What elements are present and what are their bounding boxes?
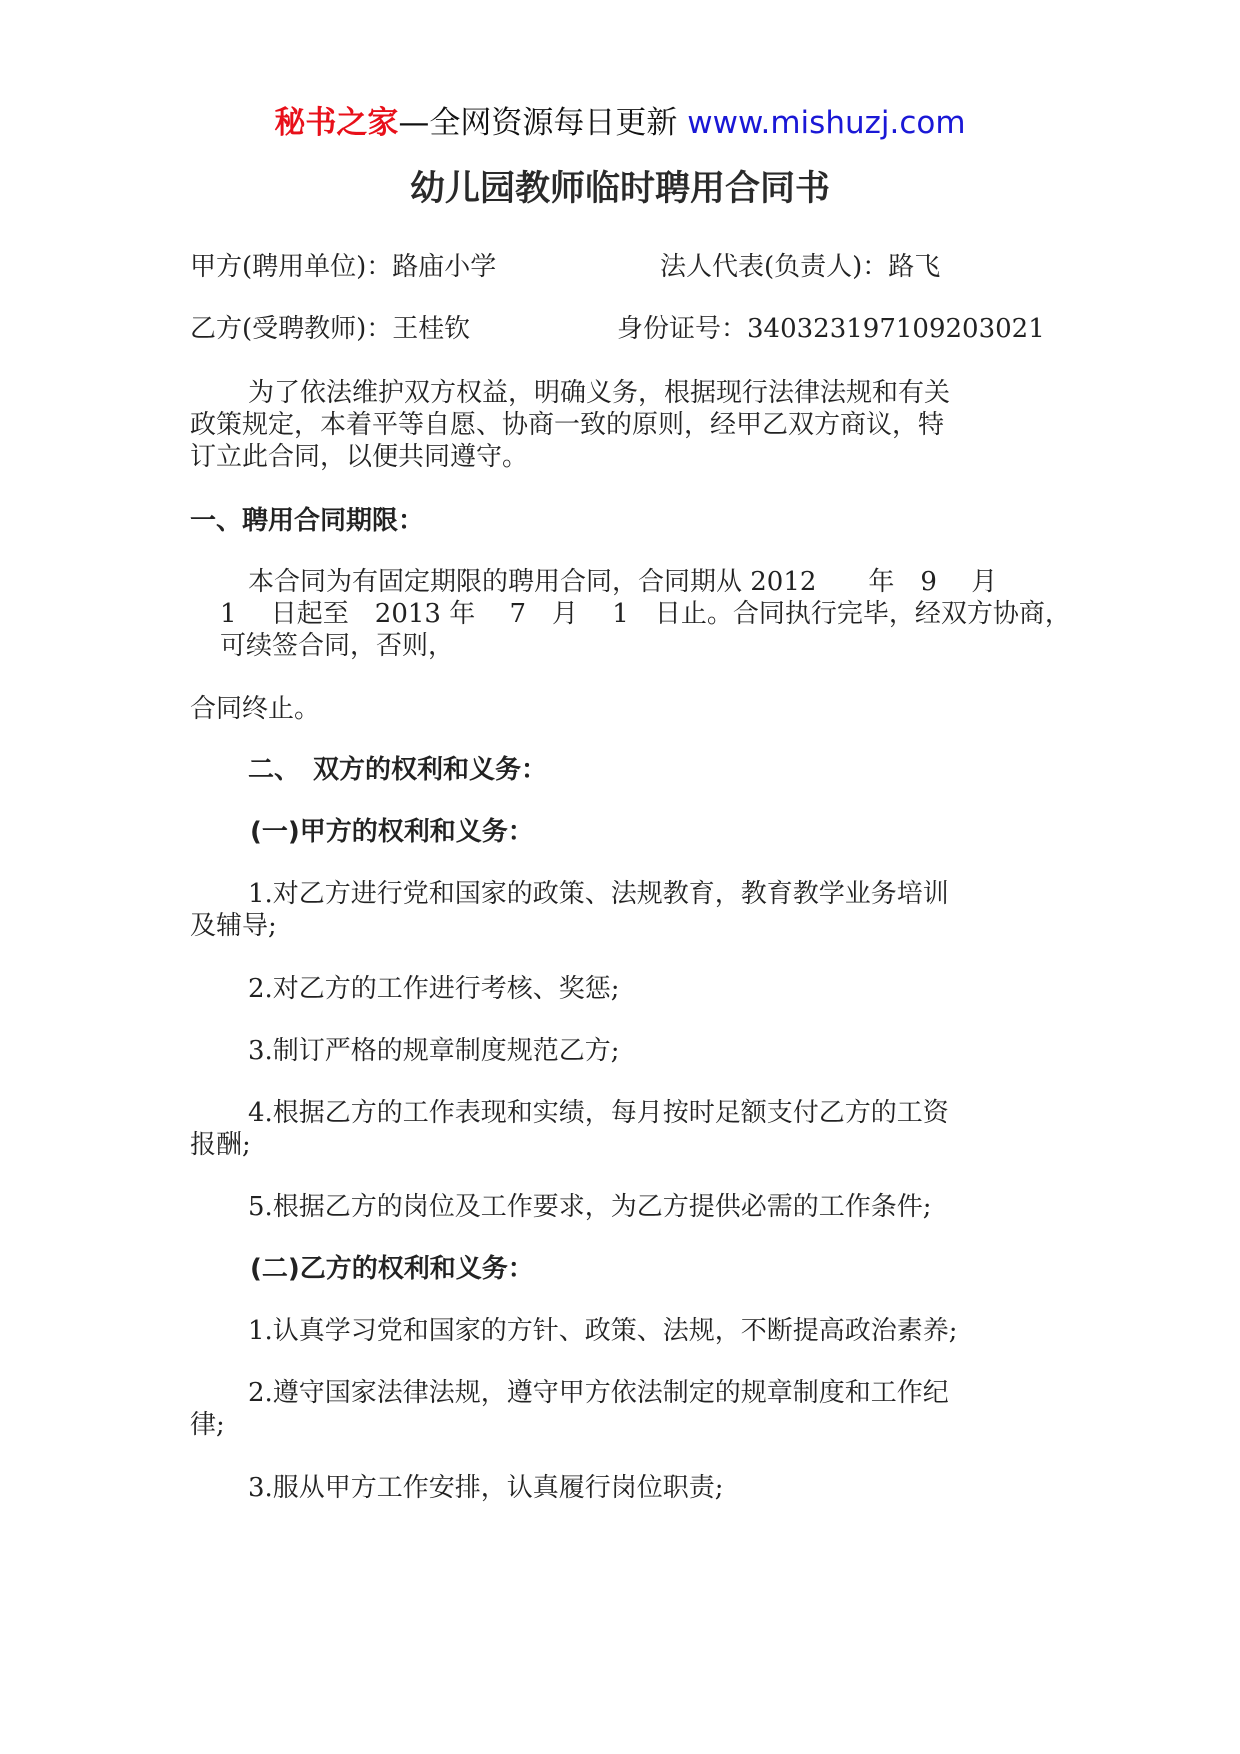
party-b-duty-item: 3.服从甲方工作安排，认真履行岗位职责; <box>248 1473 724 1503</box>
header-slogan: —全网资源每日更新 <box>398 105 678 141</box>
intro-paragraph-line: 政策规定，本着平等自愿、协商一致的原则，经甲乙双方商议，特 <box>190 410 945 440</box>
section1-text-line: 1 日起至 2013 年 7 月 1 日止。合同执行完毕，经双方协商， <box>220 599 1071 629</box>
party-a-duty-item: 2.对乙方的工作进行考核、奖惩; <box>248 974 620 1004</box>
party-a-duty-item: 3.制订严格的规章制度规范乙方; <box>248 1036 620 1066</box>
section2-heading: 二、 双方的权利和义务： <box>248 755 548 785</box>
intro-paragraph-line: 订立此合同，以便共同遵守。 <box>190 442 529 472</box>
party-b-duty-item-continued: 律; <box>190 1410 225 1440</box>
party-b-label: 乙方(受聘教师)：王桂钦 <box>190 314 471 344</box>
party-a-duty-item: 5.根据乙方的岗位及工作要求，为乙方提供必需的工作条件; <box>248 1192 932 1222</box>
document-title: 幼儿园教师临时聘用合同书 <box>409 169 830 209</box>
party-a-representative: 法人代表(负责人)：路飞 <box>660 252 941 282</box>
site-header <box>0 103 1240 143</box>
party-a-rights-heading: (一)甲方的权利和义务： <box>250 817 534 847</box>
section1-text-line: 合同终止。 <box>190 694 321 724</box>
site-url-link[interactable]: www.mishuzj.com <box>687 105 966 141</box>
party-a-label: 甲方(聘用单位)：路庙小学 <box>190 252 497 282</box>
party-a-duty-item: 1.对乙方进行党和国家的政策、法规教育，教育教学业务培训 <box>248 879 949 909</box>
party-b-duty-item: 1.认真学习党和国家的方针、政策、法规，不断提高政治素养; <box>248 1316 958 1346</box>
section1-text-line: 可续签合同，否则， <box>220 631 455 661</box>
party-a-duty-item: 4.根据乙方的工作表现和实绩，每月按时足额支付乙方的工资 <box>248 1098 949 1128</box>
brand-name: 秘书之家 <box>274 105 399 141</box>
party-a-duty-item-continued: 报酬; <box>190 1130 251 1160</box>
intro-paragraph-line: 为了依法维护双方权益，明确义务，根据现行法律法规和有关 <box>248 378 951 408</box>
section1-heading: 一、聘用合同期限： <box>190 506 425 536</box>
party-a-duty-item-continued: 及辅导; <box>190 911 277 941</box>
party-b-duty-item: 2.遵守国家法律法规，遵守甲方依法制定的规章制度和工作纪 <box>248 1378 949 1408</box>
section1-text-line: 本合同为有固定期限的聘用合同，合同期从 2012 年 9 月 <box>248 567 998 597</box>
party-b-id-number: 身份证号：340323197109203021 <box>617 314 1045 344</box>
party-b-rights-heading: (二)乙方的权利和义务： <box>250 1254 534 1284</box>
